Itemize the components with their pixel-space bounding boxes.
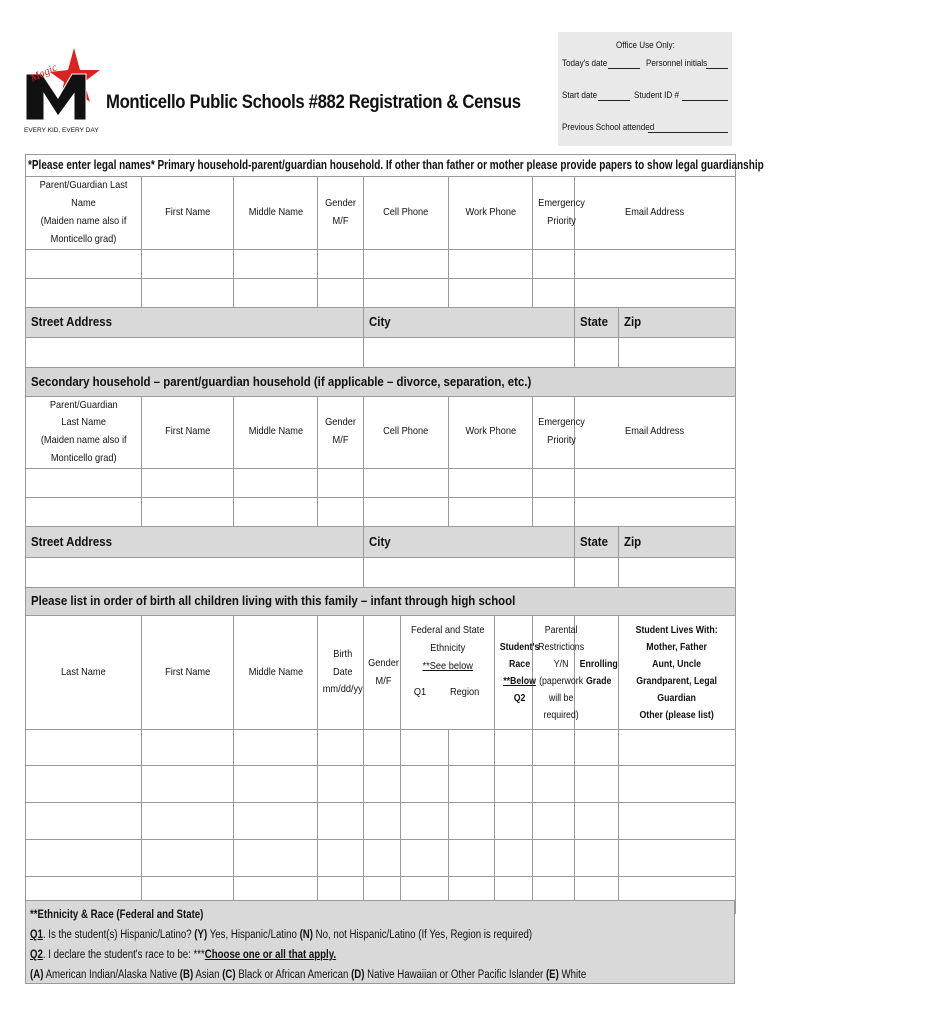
col-gender-2: Gender M/F [325,416,356,447]
question-q1: Q1. Is the student(s) Hispanic/Latino? (Y) Yes, Hispanic/Latino (N) No, not Hispanic/Latino (If Yes, Region is required) [30,929,533,941]
question-q2: Q2. I declare the student's race to be: ***Choose one or all that apply. [30,949,337,961]
table-row[interactable] [26,730,736,766]
office-heading: Office Use Only: [616,40,675,50]
table-row[interactable] [26,840,736,877]
col-gender: Gender M/F [325,197,356,227]
col-parent-last-name: Parent/Guardian Last Name (Maiden name also if Monticello grad) [39,179,128,245]
page-title: Monticello Public Schools #882 Registration & Census [106,92,521,113]
start-date-field[interactable] [598,100,630,101]
city-label-2: City [369,533,391,549]
ethnicity-heading: **Ethnicity & Race (Federal and State) [30,909,204,921]
col-emergency-priority-2: Emergency Priority [538,416,585,447]
col-child-middle-name: Middle Name [248,665,303,678]
student-id-label: Student ID # [634,90,680,100]
secondary-banner: Secondary household – parent/guardian household (if applicable – divorce, separation, etc.) [31,373,532,389]
col-ethnicity: Federal and State Ethnicity **See below [410,624,485,672]
todays-date-field[interactable] [608,68,640,69]
previous-school-field[interactable] [648,132,728,133]
table-row[interactable] [26,498,736,527]
children-banner: Please list in order of birth all children living with this family – infant through high school [31,593,516,609]
col-cell-phone-2: Cell Phone [383,425,429,438]
col-race: Student's Race **Below Q2 [499,641,540,704]
col-parent-last-name-2: Parent/Guardian Last Name (Maiden name also if Monticello grad) [40,398,127,465]
office-use-box [558,32,732,146]
col-student-lives-with: Student Lives With: Mother, Father Aunt, Uncle Grandparent, Legal Guardian Other (please list) [636,624,719,721]
col-work-phone-2: Work Phone [465,425,516,438]
zip-label: Zip [624,314,642,330]
col-work-phone: Work Phone [465,206,516,219]
col-child-gender: Gender M/F [368,656,399,687]
primary-banner: *Please enter legal names* Primary household-parent/guardian household. If other than father or mother please provide papers to show legal guardianship [28,158,764,172]
col-region: Region [450,685,480,698]
street-address-label-2: Street Address [31,533,112,549]
primary-household-table [25,154,764,914]
table-row[interactable] [26,803,736,840]
col-middle-name-2: Middle Name [248,425,303,438]
registration-form [25,154,764,914]
col-child-last-name: Last Name [61,665,106,678]
col-first-name-2: First Name [164,425,211,438]
address-row[interactable] [26,558,736,588]
table-row[interactable] [26,249,736,278]
table-row[interactable] [26,278,736,307]
col-parental-restrictions: Parental Restrictions Y/N (paperwork will be required) [538,624,585,721]
student-id-field[interactable] [682,100,728,101]
col-email: Email Address [625,206,685,219]
col-middle-name: Middle Name [248,206,303,219]
col-first-name: First Name [164,206,211,219]
zip-label-2: Zip [624,533,642,549]
city-label: City [369,314,391,330]
race-options: (A) American Indian/Alaska Native (B) Asian (C) Black or African American (D) Native Hawaiian or Other Pacific Islander (E) White [30,969,587,981]
col-cell-phone: Cell Phone [383,206,429,219]
address-row[interactable] [26,337,736,367]
col-child-first-name: First Name [164,665,211,678]
col-q1: Q1 [414,685,427,698]
previous-school-label: Previous School attended [562,122,655,132]
logo-script: Magic [28,61,60,85]
personnel-initials-label: Personnel initials [646,58,708,68]
todays-date-label: Today's date [562,58,608,68]
state-label: State [580,314,608,330]
col-enrolling-grade: Enrolling Grade [579,658,618,687]
personnel-initials-field[interactable] [706,68,728,69]
col-birth-date: Birth Date mm/dd/yy [322,647,363,696]
col-email-2: Email Address [625,425,685,438]
street-address-label: Street Address [31,314,112,330]
monticello-logo [22,46,100,136]
logo-tagline: EVERY KID, EVERY DAY [24,127,99,134]
col-emergency-priority: Emergency Priority [538,197,585,227]
ethnicity-race-notes [25,900,735,984]
state-label-2: State [580,533,608,549]
table-row[interactable] [26,469,736,498]
table-row[interactable] [26,766,736,803]
start-date-label: Start date [562,90,598,100]
